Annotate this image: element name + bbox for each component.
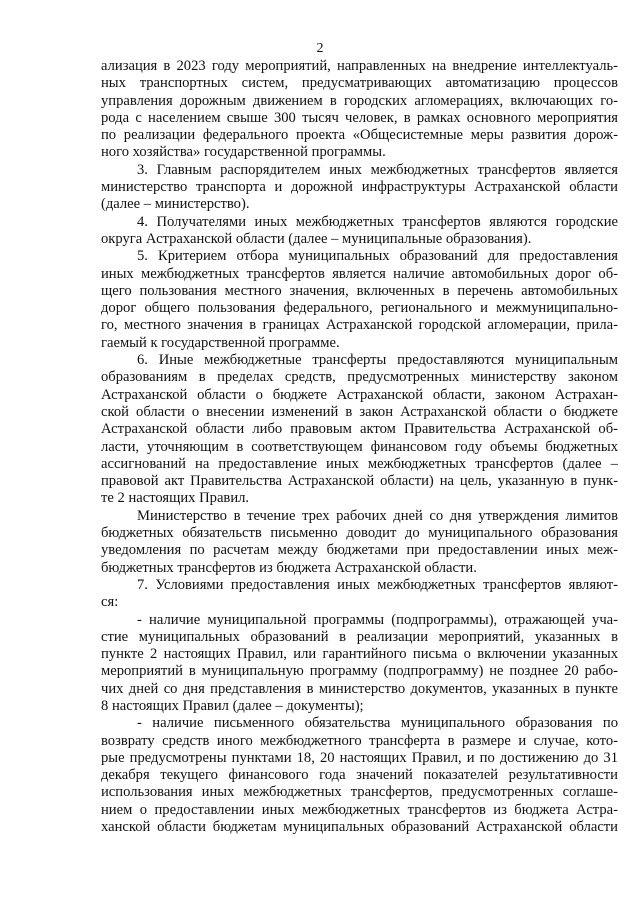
text-line: ся: (101, 594, 119, 611)
text-line: (далее – министерство). (101, 196, 250, 213)
text-line: - наличие письменного обязательства муниципального образования по (137, 715, 618, 732)
text-line: чих дней со дня представления в министерство документов, указанных в пункте (101, 680, 618, 697)
text-line: рода с населением свыше 300 тысяч человек, в рамках основного мероприятия (101, 109, 618, 126)
text-line: Министерство в течение трех рабочих дней со дня утверждения лимитов (137, 507, 618, 524)
text-line: округа Астраханской области (далее – муниципальные образования). (101, 230, 532, 247)
text-line: Астраханской области о бюджете Астраханской области, законом Астрахан- (101, 386, 618, 403)
text-line: ализация в 2023 году мероприятий, направленных на внедрение интеллектуаль- (101, 58, 618, 74)
text-line: правовой акт Правительства Астраханской области) на цель, указанную в пунк- (101, 473, 618, 490)
text-line: 7. Условиями предоставления иных межбюджетных трансфертов являют- (137, 576, 618, 593)
text-line: бюджетных трансфертов из бюджета Астраханской области. (101, 559, 477, 576)
text-line: стие муниципальных образований в реализации мероприятий, указанных в (101, 628, 618, 645)
text-line: иных межбюджетных трансфертов является наличие автомобильных дорог об- (101, 265, 618, 282)
text-line: по реализации федерального проекта «Общесистемные меры развития дорож- (101, 127, 618, 144)
text-line: дорог общего пользования федерального, регионального и межмуниципально- (101, 300, 618, 317)
document-body (101, 58, 618, 836)
text-line: мероприятий в муниципальную программу (подпрограмму) не позднее 20 рабо- (101, 663, 618, 680)
text-line: ных транспортных систем, предусматривающих автоматизацию процессов (101, 75, 618, 92)
text-line: 6. Иные межбюджетные трансферты предоставляются муниципальным (137, 352, 618, 369)
text-line: 3. Главным распорядителем иных межбюджетных трансфертов является (137, 161, 618, 178)
text-line: ассигнований на предоставление иных межбюджетных трансфертов (далее – (101, 455, 618, 472)
text-line: - наличие муниципальной программы (подпрограммы), отражающей уча- (137, 611, 618, 628)
text-line: уведомления по расчетам между бюджетами при предоставлении иных меж- (101, 542, 618, 559)
text-line: декабря текущего финансового года значений показателей результативности (101, 767, 618, 784)
text-line: ской области о внесении изменений в закон Астраханской области о бюджете (101, 403, 618, 420)
text-line: нием о предоставлении иных межбюджетных трансфертов из бюджета Астра- (101, 801, 618, 818)
text-line: пункте 2 настоящих Правил, или гарантийного письма о включении указанных (101, 646, 618, 663)
text-line: ного хозяйства» государственной программы. (101, 144, 386, 161)
text-line: ласти, уточняющим в соответствующем финансовом году объемы бюджетных (101, 438, 618, 455)
text-line: использования иных межбюджетных трансфертов, предусмотренных соглаше- (101, 784, 618, 801)
text-line: бюджетных обязательств письменно доводит до муниципального образования (101, 525, 618, 542)
text-line: ханской области бюджетам муниципальных образований Астраханской области (101, 819, 618, 836)
text-line: министерство транспорта и дорожной инфраструктуры Астраханской области (101, 179, 618, 196)
text-line: гаемый к государственной программе. (101, 334, 340, 351)
text-line: рые предусмотрены пунктами 18, 20 настоящих Правил, и по достижению до 31 (101, 749, 618, 766)
text-line: 8 настоящих Правил (далее – документы); (101, 697, 364, 714)
text-line: го, местного значения в границах Астраханской городской агломерации, прила- (101, 317, 618, 334)
text-line: 5. Критерием отбора муниципальных образований для предоставления (137, 248, 618, 265)
text-line: управления дорожным движением в городских агломерациях, включающих го- (101, 92, 618, 109)
text-line: 4. Получателями иных межбюджетных трансфертов являются городские (137, 213, 618, 230)
text-line: образованиям в пределах средств, предусмотренных министерству законом (101, 369, 618, 386)
text-line: возврату средств иного межбюджетного трансферта в размере и случае, кото- (101, 732, 618, 749)
text-line: те 2 настоящих Правил. (101, 490, 250, 507)
page-number: 2 (316, 41, 324, 56)
text-line: щего пользования местного значения, включенных в перечень автомобильных (101, 282, 618, 299)
text-line: Астраханской области либо правовым актом Правительства Астраханской об- (101, 421, 618, 438)
